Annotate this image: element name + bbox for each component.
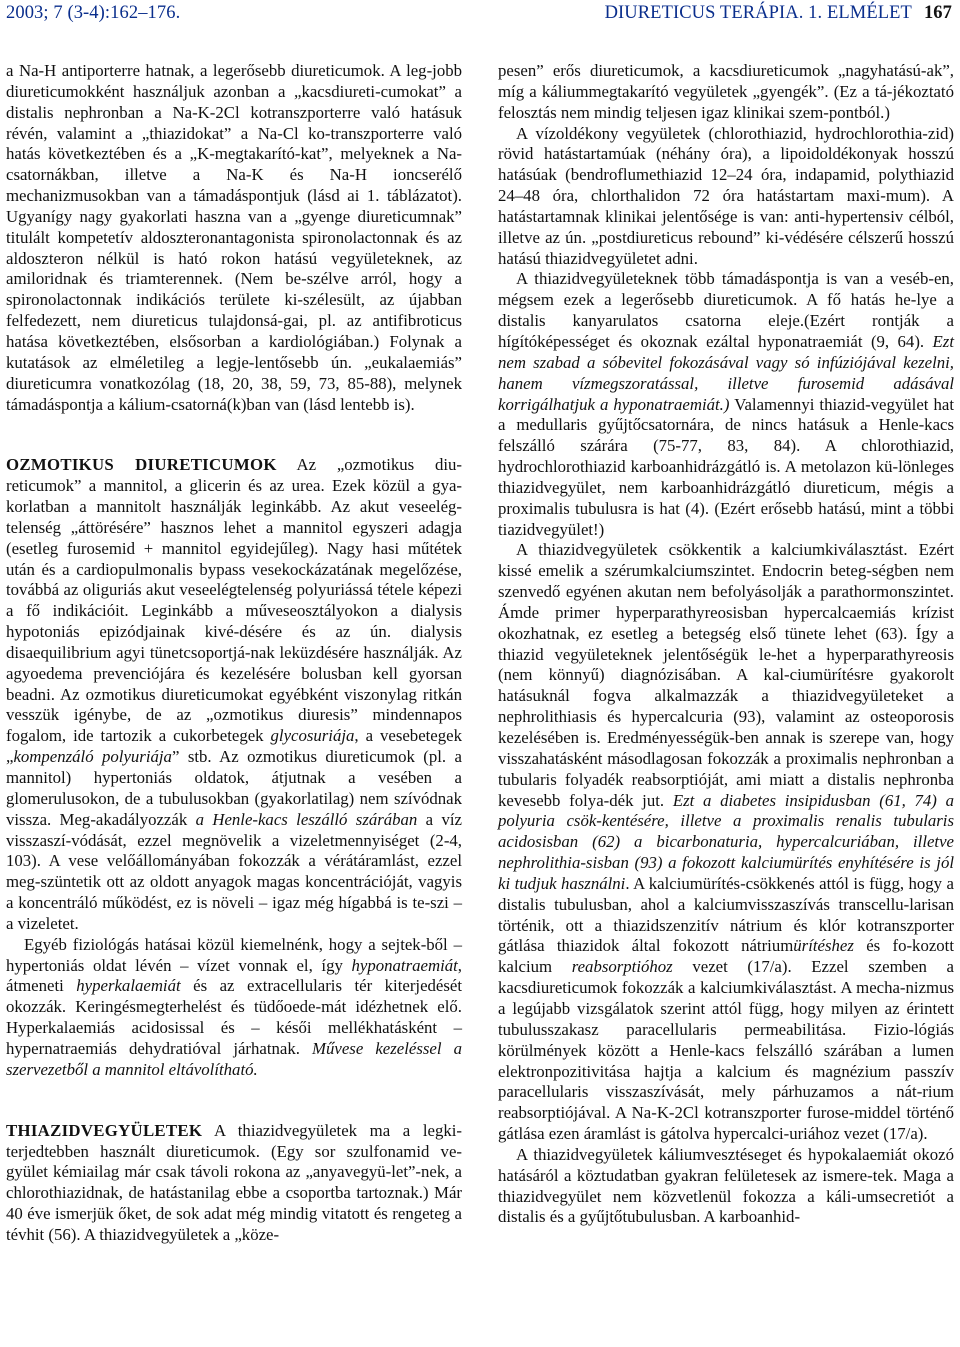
section-heading-thiazides: THIAZIDVEGYÜLETEK	[6, 1120, 203, 1140]
paragraph-osmotic: OZMOTIKUS DIURETICUMOK Az „ozmotikus diu-reticumok” a mannitol, a glicerin és az urea. Ezek közül a gya-korlatban a mannitolt használják leginkább. Az akut veseelég-telenség „áttörésére” hasznos lehet a mannitol egyszeri adagja (esetleg furosemid + mannitol egyidejűleg). Nagy hasi műtétek után és a cardiopulmonalis bypass vesekockázatának megelőzése, továbbá az oliguriás akut veseelégtelenség polyuriássá tétele képezi a fő indikációit. Leginkább a műveseosztályokon a dialysis hypotoniás epizódjainak kivé-désére és az ún. dialysis disaequilibrium agyi tünetcsoportjá-nak leküzdésére használják. Az agyoedema prevenciójára és kezelésére bolusban kell gyorsan beadni. Az ozmotikus diureticumokat egyébként viszonylag ritkán vesszük igénybe, de az „ozmotikus diuresis” mindennapos fogalom, ide tartozik a cukorbetegek glycosuriája, a vesebetegek „kompenzáló polyuriája” stb. Az ozmotikus diureticumok (pl. a mannitol) hypertoniás oldatok, átjutnak a vesében a glomerulusokon, de a tubulusokban (gyakorlatilag) nem szívódnak vissza. Meg-akadályozzák a Henle-kacs leszálló szárában a víz visszaszí-vódását, ezzel megnövelik a vizeletmennyiséget (2-4, 103). A vese velőállományában fokozzák a vérátáramlást, ezzel meg-szüntetik ott az oldott anyagok magas koncentrációját, vagyis a koncentráló működést, ez is növeli – igaz még hígabbá is te-szi – a vizeletet.	[6, 455, 462, 933]
journal-citation: 2003; 7 (3-4):162–176.	[6, 3, 181, 23]
paragraph-duration: A vízoldékony vegyületek (chlorothiazid, hydrochlorothia-zid) rövid hatástartamúak (néhány óra), a lipoidoldékonyak hosszú hatásúak (bendroflumethiazid 12–24 óra, indapamid, polythiazid 24–48 óra, chlorthalidon 72 óra hatástartam maxi-mum). A hatástartamnak klinikai jelentősége is van: anti-hypertensiv célból, illetve az ún. „postdiureticus rebound” ki-védésére célszerű hosszú hatású thiazidvegyületet adni.	[498, 123, 954, 268]
paragraph-osmotic-effects: Egyéb fiziológás hatásai közül kiemelnénk, hogy a sejtek-ből – hypertoniás oldat lévén – vízet vonnak el, így hyponatraemiát, átmeneti hyperkalaemiát és az extracellularis tér kiterjedését okozzák. Keringésmegterhelést és tüdőoede-mát idézhetnek elő. Hyperkalaemiás acidosissal és – késői mellékhatásként – hypernatraemiás dehydratióval járhatnak. Művese kezeléssel a szervezetből a mannitol eltávolítható.	[6, 934, 462, 1079]
paragraph-potassium: A thiazidvegyületek káliumvesztéseget és hypokalaemiát okozó hatásáról a köztudatban gyakran felületesek az ismere-tek. Maga a thiazidvegyület nem közvetlenül fokozza a káli-umsecretiót a distalis és a gyűjtőtubulusban. A karboanhid-	[498, 1144, 954, 1227]
right-column	[498, 61, 954, 1228]
paragraph-continuation: pesen” erős diureticumok, a kacsdiureticumok „nagyhatású-ak”, míg a káliummegtakarító vegyületek „gyengék”. (Ez a tá-jékoztató felosztás nem mindig teljesen igaz klinikai szem-pontból.)	[498, 61, 954, 122]
running-title: DIURETICUS TERÁPIA. 1. ELMÉLET	[604, 3, 912, 23]
paragraph-thiazides: THIAZIDVEGYÜLETEK A thiazidvegyületek ma a legki-terjedtebben használt diureticumok. (Egy sor szulfonamid ve-gyület kémiailag már csak távoli rokona az „anyavegyü-let”-nek, a chlorothiazidnak, de hatástanilag ebbe a csoportba tartoznak.) Már 40 éve ismerjük őket, de sok adat még mindig vitatott és rengeteg a tévhit (56). A thiazidvegyületek a „köze-	[6, 1120, 462, 1244]
paragraph-calcium: A thiazidvegyületek csökkentik a kalciumkiválasztást. Ezért kissé emelik a szérumkalciumszintet. Endocrin beteg-ségben nem szenvedő egyénen akutan nem befolyásolják a parathormonszintet. Ámde primer hyperparathyreosisban hypercalcaemiás krízist okozhatnak, ez esetleg a betegség első tünete lehet (63). Így a thiazid vegyületeknek jelentőségük le-het a hyperparathyreosis (nem könnyű) diagnózisában. A kal-ciumürítésre gyakorolt hatásuknál fogva alkalmazzák a thiazidvegyületeket a nephrolithiasis és hypercalcuria (93), valamint az osteoporosis kezelésében is. Eredményességük-ben annak is szerepe van, hogy visszahatásként másodlagosan fokozzák a proximalis nephronban a tubularis folyadék reabsorptióját, ami miatt a distalis nephronba kevesebb folya-dék jut. Ezt a diabetes insipidusban (61, 74) a polyuria csök-kentésére, illetve a proximalis renalis tubularis acidosisban (62) a bicarbonaturia, hypercalcuriában, illetve nephrolithia-sisban (93) a fokozott kalciumürítés enyhítésére is jól ki tudjuk használni. A kalciumürítés-csökkenés attól is függ, hogy a distalis tubulusban, ahol a kalciumvisszaszívás transcellu-larisan történik, ott a thiazidszenzitív nátrium és klór kotranszporter gátlása thiazidok által fokozott nátriumürítéshez és fo-kozott kalcium reabsorptióhoz vezet (17/a). Ezzel szemben a kacsdiureticumok fokozzák a kalciumkiválasztást. A mecha-nizmus a legújabb vizsgálatok szerint attól függ, hogy milyen az érintett tubulusszakasz paracellularis permeabilitása. Fizio-lógiás körülmények között a Henle-kacs felszálló szárában a lumen elektronpozitivitása hajtja a kalcium és magnézium passzív paracellularis visszaszívását, mely párhuzamos a nát-rium reabsorptiójával. A Na-K-2Cl kotranszporter furose-middel történő gátlása ezen áramlást is gátolva hypercalci-uriához vezet (17/a).	[498, 540, 954, 1144]
page-number: 167	[923, 3, 952, 23]
paragraph-intro: a Na-H antiporterre hatnak, a legerősebb diureticumok. A leg-jobb diureticumokként használjuk azonban a „kacsdiureti-cumokat” a distalis nephronban a Na-K-2Cl kotranszporterre való hatásuk révén, valamint a „thiazidokat” a Na-Cl ko-transzporterre való hatás következtében és a „K-megtakarító-kat”, melyeknek a Na-csatornákban, illetve a Na-K és Na-H ioncserélő mechanizmusokban van a támadáspontjuk (lásd ai 1. táblázatot). Ugyanígy nagy gyakorlati haszna van a „gyenge diureticumnak” titulált kompetetív aldoszteronantagonista spironolactonnak és az aldoszteron nélkül is ható rokon hatású vegyületeknek, az amiloridnak és triamterennek. (Nem be-szélve arról, hogy a spironolactonnak indikációs területe ki-szélesült, az újabban felfedezett, nem diureticus tulajdonsá-gai, pl. az antifibroticus hatása következtében, elsősorban a kardiológiában.) Folynak a kutatások az elméletileg a legje-lentősebb ún. „eukalaemiás” diureticumra vonatkozólag (18, 20, 38, 59, 73, 85-88), melynek támadáspontja a kálium-csatorná(k)ban van (lásd lentebb is).	[6, 61, 462, 414]
running-header	[6, 3, 952, 29]
left-column	[6, 61, 462, 1246]
section-heading-osmotic: OZMOTIKUS DIURETICUMOK	[6, 455, 277, 475]
paragraph-sites-of-action: A thiazidvegyületeknek több támadáspontja is van a veséb-en, mégsem ezek a legerősebb diureticumok. A fő hatás he-lye a distalis kanyarulatos csatorna eleje.(Ezért rontják a hígítóképességet és okoznak ezáltal hyponatraemiát (9, 64). Ezt nem szabad a sóbevitel fokozásával vagy só infúziójával kezelni, hanem vízmegszoratással, illetve furosemid adásával korrigálhatjuk a hyponatraemiát.) Valamennyi thiazid-vegyület hat a medullaris gyűjtőcsatornára, de nincs hatásuk a Henle-kacs felszálló szárára (75-77, 83, 84). A chlorothiazid, hydrochlorothiazid karboanhidrázgátló is. A metolazon kü-lönleges thiazidvegyület, nem karboanhidrázgátló diureticum, mégis a proximalis tubulusra is hat (4). (Ezért erősebb hatású, mint a többi tiazidvegyület!)	[498, 269, 954, 539]
running-title-group	[605, 3, 952, 24]
